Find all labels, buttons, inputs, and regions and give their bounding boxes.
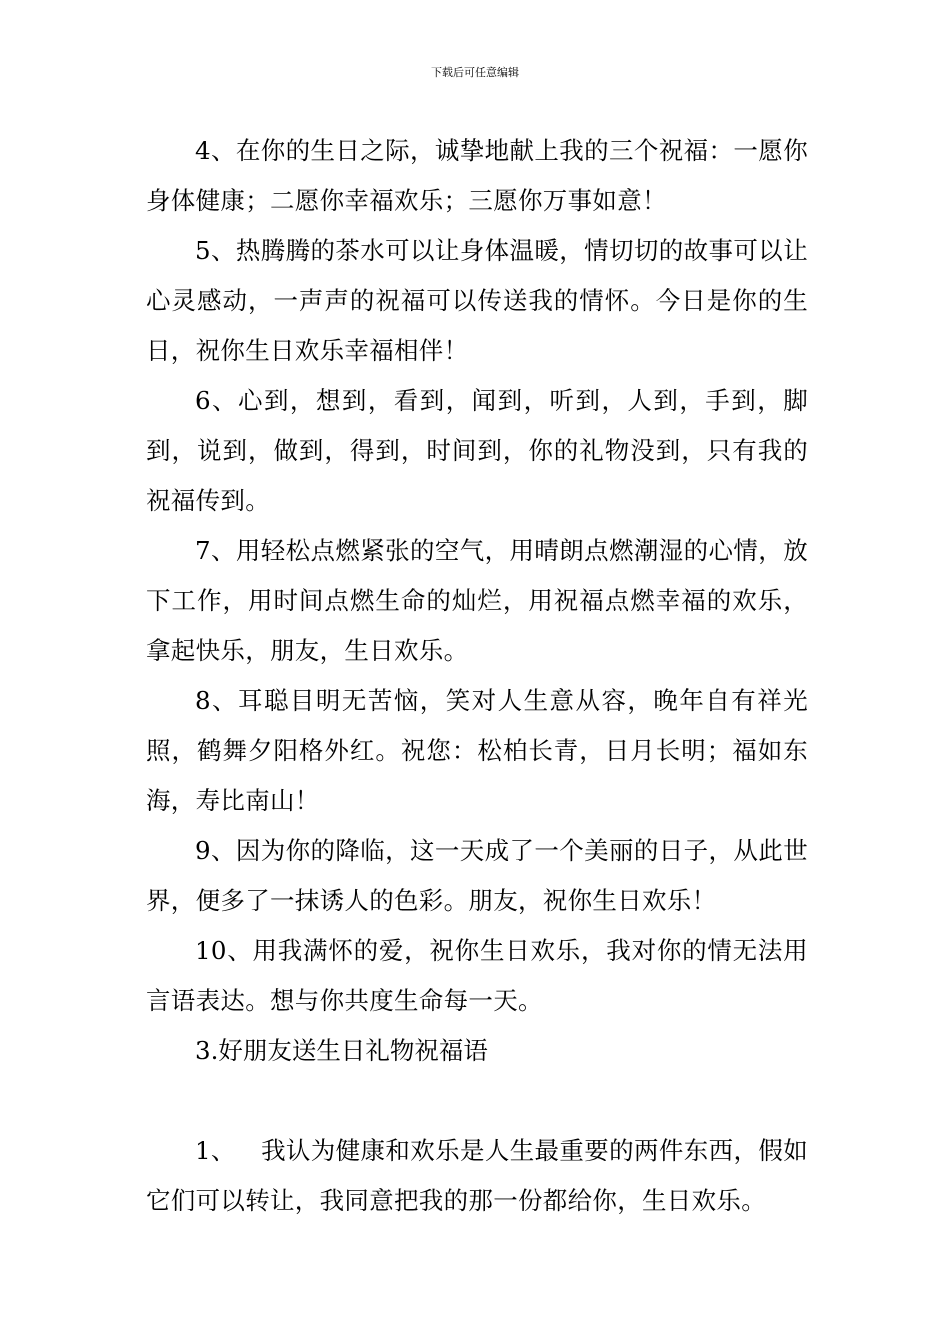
paragraph-item-6: 6、心到，想到，看到，闻到，听到，人到，手到，脚到，说到，做到，得到，时间到，你的礼物没到，只有我的祝福传到。 <box>146 386 808 515</box>
header-note: 下载后可任意编辑 <box>431 66 519 79</box>
paragraph-item-5: 5、热腾腾的茶水可以让身体温暖，情切切的故事可以让心灵感动，一声声的祝福可以传送我的情怀。今日是你的生日，祝你生日欢乐幸福相伴！ <box>146 236 808 365</box>
section-heading: 3.好朋友送生日礼物祝福语 <box>195 1036 488 1065</box>
paragraph-item-9: 9、因为你的降临，这一天成了一个美丽的日子，从此世界，便多了一抹诱人的色彩。朋友，祝你生日欢乐！ <box>146 836 808 915</box>
paragraph-item-7: 7、用轻松点燃紧张的空气，用晴朗点燃潮湿的心情，放下工作，用时间点燃生命的灿烂，用祝福点燃幸福的欢乐，拿起快乐，朋友，生日欢乐。 <box>146 536 808 665</box>
section-item-1 <box>146 1126 808 1226</box>
document-body <box>146 126 808 1226</box>
paragraph-item-4: 4、在你的生日之际，诚挚地献上我的三个祝福：一愿你身体健康；二愿你幸福欢乐；三愿你万事如意！ <box>146 136 808 215</box>
paragraph-item-10: 10、用我满怀的爱，祝你生日欢乐，我对你的情无法用言语表达。想与你共度生命每一天。 <box>146 936 808 1015</box>
section-item-text: 我认为健康和欢乐是人生最重要的两件东西，假如它们可以转让，我同意把我的那一份都给你，生日欢乐。 <box>146 1136 808 1215</box>
paragraph-item-8: 8、耳聪目明无苦恼，笑对人生意从容，晚年自有祥光照，鹤舞夕阳格外红。祝您：松柏长青，日月长明；福如东海，寿比南山！ <box>146 686 808 815</box>
section-item-number: 1、 <box>195 1136 236 1165</box>
section-spacer <box>146 1076 808 1126</box>
